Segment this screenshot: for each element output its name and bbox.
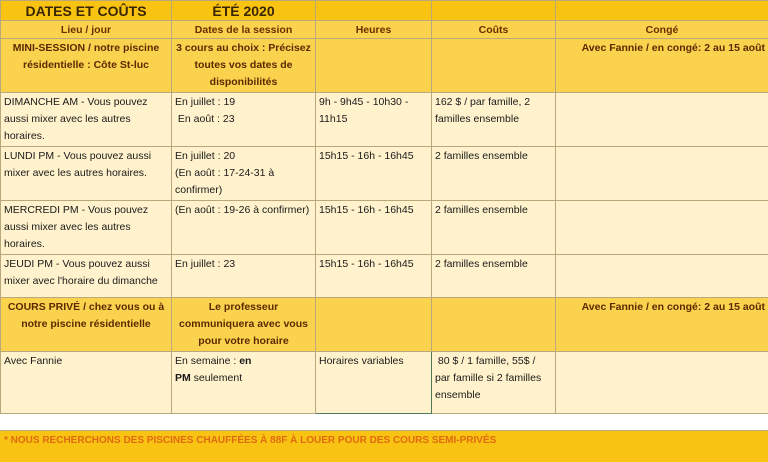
dimanche-couts: 162 $ / par famille, 2 familles ensemble <box>432 93 556 147</box>
title-ete-2020: ÉTÉ 2020 <box>172 1 316 21</box>
mini-session-conge: Avec Fannie / en congé: 2 au 15 août <box>556 39 768 93</box>
mini-session-couts <box>432 39 556 93</box>
lundi-couts: 2 familles ensemble <box>432 147 556 201</box>
col-header-couts: Coûts <box>432 21 556 39</box>
fannie-couts: 80 $ / 1 famille, 55$ / par famille si 2 familles ensemble <box>432 352 556 414</box>
fannie-dates-suffix: seulement <box>190 372 243 384</box>
fannie-dates-en: en <box>239 355 252 367</box>
lundi-conge <box>556 147 768 201</box>
mini-session-lieu: MINI-SESSION / notre piscine résidentielle : Côte St-luc <box>1 39 172 93</box>
jeudi-lieu: JEUDI PM - Vous pouvez aussi mixer avec l'horaire du dimanche <box>1 255 172 298</box>
lundi-dates-juillet: En juillet : 20 <box>175 150 236 162</box>
dimanche-heures: 9h - 9h45 - 10h30 - 11h15 <box>316 93 432 147</box>
jeudi-heures: 15h15 - 16h - 16h45 <box>316 255 432 298</box>
title-empty-cell <box>432 1 556 21</box>
jeudi-dates: En juillet : 23 <box>172 255 316 298</box>
fannie-dates <box>172 352 316 414</box>
col-header-lieu: Lieu / jour <box>1 21 172 39</box>
dimanche-dates-juillet: En juillet : 19 <box>175 96 236 108</box>
fannie-conge <box>556 352 768 414</box>
dimanche-lieu: DIMANCHE AM - Vous pouvez aussi mixer avec les autres horaires. <box>1 93 172 147</box>
col-header-conge: Congé <box>556 21 768 39</box>
cours-prive-couts <box>432 298 556 352</box>
lundi-heures: 15h15 - 16h - 16h45 <box>316 147 432 201</box>
footnote-text: * NOUS RECHERCHONS DES PISCINES CHAUFFÉES À 88F À LOUER POUR DES COURS SEMI-PRIVÉS <box>4 435 497 446</box>
mercredi-dates: (En août : 19-26 à confirmer) <box>172 201 316 255</box>
mercredi-heures: 15h15 - 16h - 16h45 <box>316 201 432 255</box>
title-dates-couts: DATES ET COÛTS <box>1 1 172 21</box>
cours-prive-conge: Avec Fannie / en congé: 2 au 15 août <box>556 298 768 352</box>
col-header-dates: Dates de la session <box>172 21 316 39</box>
fannie-dates-pm: PM <box>175 372 191 384</box>
fannie-dates-prefix: En semaine : <box>175 355 240 367</box>
cours-prive-dates: Le professeur communiquera avec vous pour votre horaire <box>172 298 316 352</box>
dimanche-dates <box>172 93 316 147</box>
col-header-heures: Heures <box>316 21 432 39</box>
lundi-dates <box>172 147 316 201</box>
footnote-bar <box>0 430 768 462</box>
fannie-heures-selected-cell[interactable]: Horaires variables <box>316 352 432 414</box>
cours-prive-heures <box>316 298 432 352</box>
dimanche-dates-aout: En août : 23 <box>175 113 235 125</box>
jeudi-couts: 2 familles ensemble <box>432 255 556 298</box>
dimanche-conge <box>556 93 768 147</box>
mercredi-lieu: MERCREDI PM - Vous pouvez aussi mixer avec les autres horaires. <box>1 201 172 255</box>
mini-session-heures <box>316 39 432 93</box>
title-empty-cell <box>556 1 768 21</box>
title-empty-cell <box>316 1 432 21</box>
mini-session-dates: 3 cours au choix : Précisez toutes vos dates de disponibilités <box>172 39 316 93</box>
lundi-lieu: LUNDI PM - Vous pouvez aussi mixer avec les autres horaires. <box>1 147 172 201</box>
mercredi-couts: 2 familles ensemble <box>432 201 556 255</box>
fannie-lieu: Avec Fannie <box>1 352 172 414</box>
jeudi-conge <box>556 255 768 298</box>
cours-prive-lieu: COURS PRIVÉ / chez vous ou à notre piscine résidentielle <box>1 298 172 352</box>
mercredi-conge <box>556 201 768 255</box>
lundi-dates-aout: (En août : 17-24-31 à confirmer) <box>175 167 275 196</box>
